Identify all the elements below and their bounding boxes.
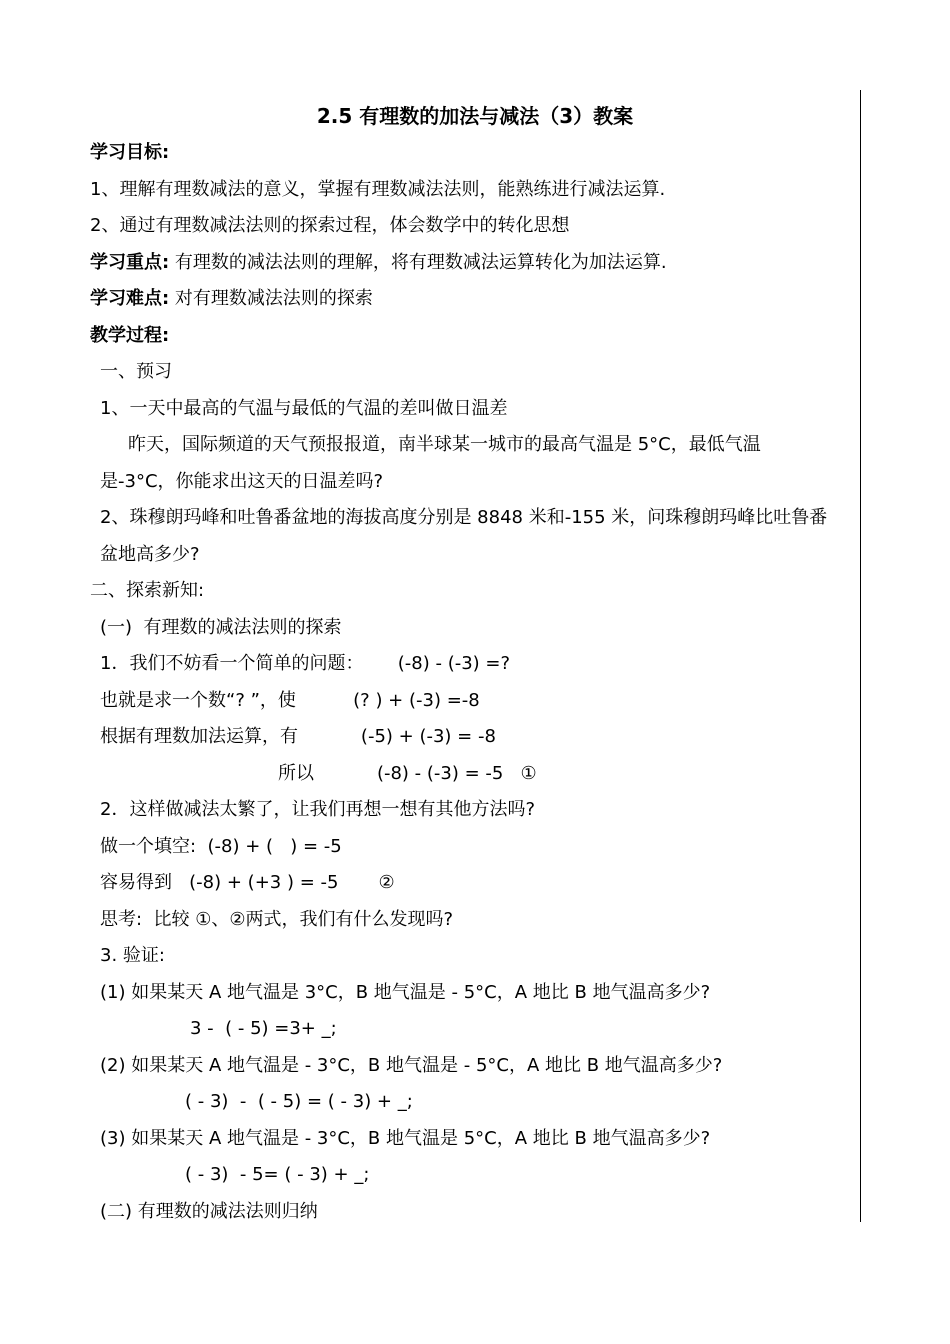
line-text: 有理数的减法法则的理解，将有理数减法运算转化为加法运算. [169,251,667,273]
line-text: 二、探索新知: [90,580,205,601]
line-text: 思考: 比较 ①、②两式，我们有什么发现吗? [100,908,454,930]
line-text: (3) 如果某天 A 地气温是 - 3°C，B 地气温是 5°C，A 地比 B 地气温高多少? [100,1127,711,1149]
document-line [90,324,169,348]
document-line [90,178,665,202]
line-text: 1、一天中最高的气温与最低的气温的差叫做日温差 [100,397,508,419]
document-line [90,579,204,603]
section-label: 学习重点: [90,251,170,273]
document-line [100,1200,318,1224]
document-line [100,506,827,530]
document-line [90,251,667,275]
line-text: 2．这样做减法太繁了，让我们再想一想有其他方法吗? [100,799,536,820]
table-border-right [860,90,861,1222]
line-text: ( - 3) - ( - 5) = ( - 3) + _; [185,1091,413,1112]
document-line [185,1090,413,1114]
line-text: 2、通过有理数减法法则的探索过程，体会数学中的转化思想 [90,215,570,236]
document-line [100,397,507,421]
line-text: (2) 如果某天 A 地气温是 - 3°C，B 地气温是 - 5°C，A 地比 B 地气温高多少? [100,1054,723,1076]
line-text: (一) 有理数的减法法则的探索 [100,616,342,638]
document-line [90,214,569,238]
line-text: 所以 (-8) - (-3) = -5 ① [278,762,537,784]
section-label: 学习目标: [90,142,170,163]
line-text: 是-3°C，你能求出这天的日温差吗? [100,470,384,492]
document-line [278,762,537,786]
document-line [90,141,169,165]
line-text: 3 - ( - 5) =3+ _; [190,1018,337,1039]
line-text: 做一个填空: (-8) + ( ) = -5 [100,835,342,857]
line-text: 昨天，国际频道的天气预报报道，南半球某一城市的最高气温是 5°C，最低气温 [128,434,761,455]
document-line [100,835,342,859]
document-line [100,798,535,822]
section-label: 学习难点: [90,288,170,309]
line-text: 2、珠穆朗玛峰和吐鲁番盆地的海拔高度分别是 8848 米和-155 米，问珠穆朗玛峰比吐鲁番 [100,507,828,528]
document-line [100,981,710,1005]
document-line [190,1017,337,1041]
line-text: 容易得到 (-8) + (+3 ) = -5 ② [100,872,395,893]
line-text: ( - 3) - 5= ( - 3) + _; [185,1164,370,1185]
line-text: (1) 如果某天 A 地气温是 3°C，B 地气温是 - 5°C，A 地比 B 地气温高多少? [100,981,711,1003]
line-text: 也就是求一个数“? ”，使 (? ) + (-3) =-8 [100,689,480,711]
line-text: (二) 有理数的减法法则归纳 [100,1200,318,1222]
document-line [100,1127,710,1151]
document-line [100,470,383,494]
document-line [100,871,395,895]
document-line [100,652,510,676]
document-line [100,616,342,640]
document-line [100,908,453,932]
document-line [100,543,200,567]
document-line [90,287,373,311]
section-label: 教学过程: [90,324,170,346]
line-text: 1．我们不妨看一个简单的问题： (-8) - (-3) =? [100,653,511,674]
document-line [100,360,172,384]
document-line [100,689,480,713]
page-title: 2.5 有理数的加法与减法（3）教案 [316,104,634,128]
document-line [185,1163,369,1187]
document-line [100,944,165,968]
document-line [100,725,496,749]
document-line [100,1054,722,1078]
document-line [128,433,761,457]
line-text: 3. 验证: [100,945,165,966]
line-text: 一、预习 [100,361,172,382]
line-text: 根据有理数加法运算，有 (-5) + (-3) = -8 [100,726,496,747]
line-text: 盆地高多少? [100,543,200,565]
line-text: 1、理解有理数减法的意义，掌握有理数减法法则，能熟练进行减法运算. [90,178,666,200]
line-text: 对有理数减法法则的探索 [169,288,373,309]
